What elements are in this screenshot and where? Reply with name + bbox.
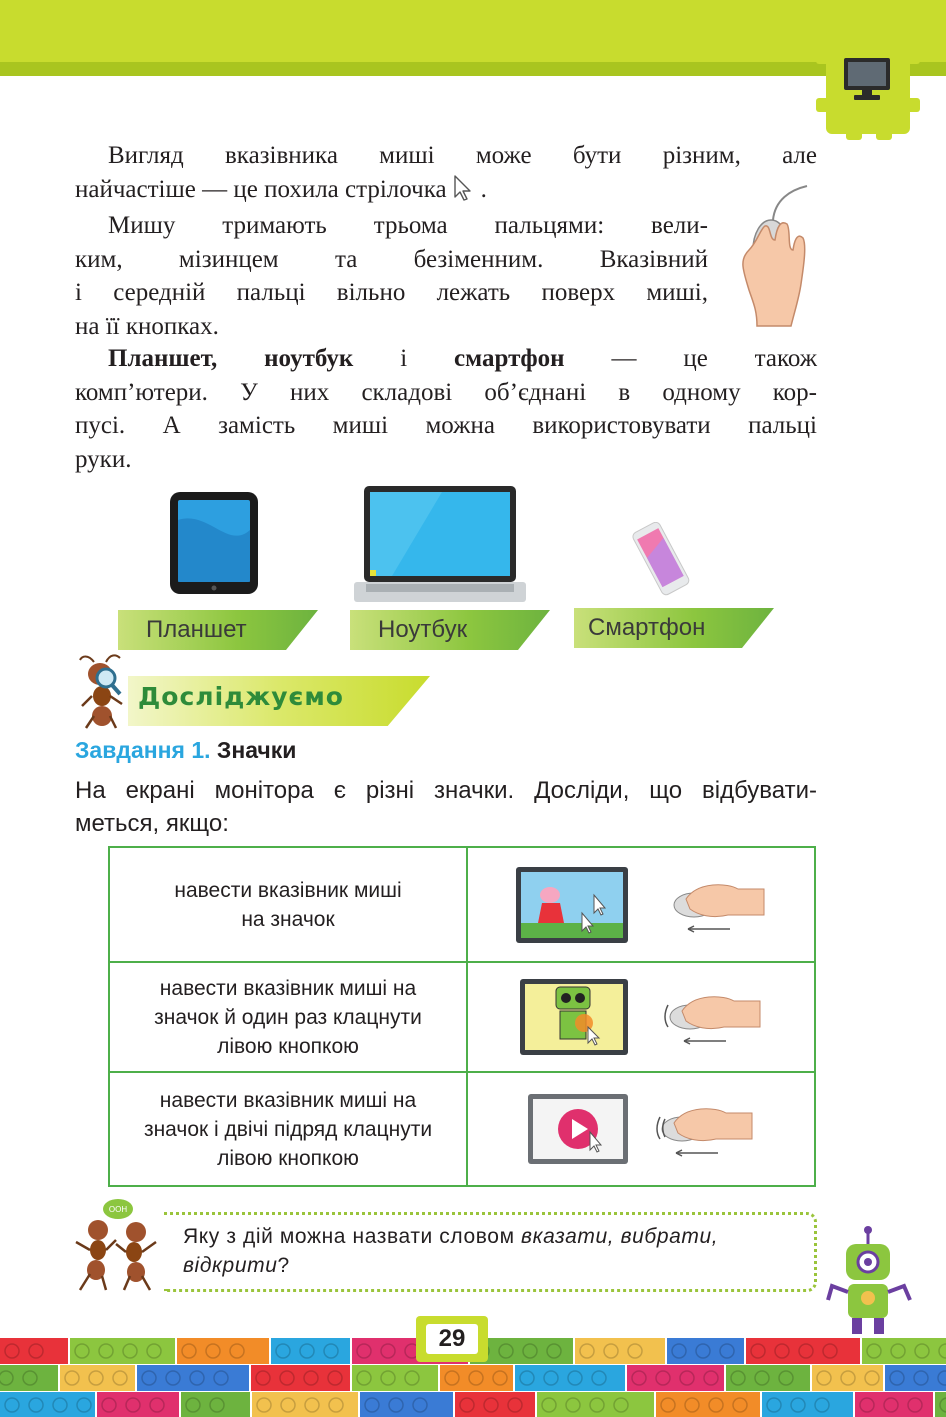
lego-stud xyxy=(99,1344,113,1358)
ant-magnifier-icon xyxy=(76,652,136,732)
table-cell-action: навести вказівник миші на значок й один раз клацнути лівою кнопкою xyxy=(109,962,467,1072)
lego-stud xyxy=(305,1398,319,1412)
lego-stud xyxy=(720,1344,734,1358)
hand-on-mouse-illustration xyxy=(735,180,825,330)
lego-stud xyxy=(102,1398,116,1412)
lego-stud xyxy=(860,1398,874,1412)
lego-stud xyxy=(357,1344,371,1358)
lego-stud xyxy=(544,1371,558,1385)
lego-stud xyxy=(867,1344,881,1358)
lego-stud xyxy=(547,1344,561,1358)
lego-stud xyxy=(300,1344,314,1358)
lego-stud xyxy=(469,1371,483,1385)
lego-stud xyxy=(413,1398,427,1412)
monitor-icon xyxy=(842,56,892,102)
lego-stud xyxy=(542,1398,556,1412)
hand-mouse-double-click-icon xyxy=(656,1099,756,1159)
lego-stud xyxy=(680,1371,694,1385)
icons-table xyxy=(108,846,816,1187)
lego-stud xyxy=(328,1371,342,1385)
lego-stud xyxy=(604,1344,618,1358)
lego-stud xyxy=(210,1398,224,1412)
lego-stud xyxy=(256,1371,270,1385)
laptop-label: Ноутбук xyxy=(350,610,550,650)
lego-stud xyxy=(324,1344,338,1358)
lego-stud xyxy=(460,1398,474,1412)
table-cell-action: навести вказівник миші на значок і двічі підряд клацнути лівою кнопкою xyxy=(109,1072,467,1186)
lego-stud xyxy=(499,1344,513,1358)
lego-stud xyxy=(672,1344,686,1358)
task-description: На екрані монітора є різні значки. Досліди, що відбувати- меться, якщо: xyxy=(75,777,817,837)
lego-stud xyxy=(755,1371,769,1385)
lego-stud xyxy=(523,1344,537,1358)
lego-stud xyxy=(884,1398,898,1412)
lego-stud xyxy=(891,1344,905,1358)
lego-stud xyxy=(280,1371,294,1385)
lego-stud xyxy=(281,1398,295,1412)
lego-stud xyxy=(77,1398,91,1412)
lego-stud xyxy=(65,1371,79,1385)
top-banner-shade xyxy=(0,62,946,76)
tip-question: Яку з дій можна назвати словом вказати, вибрати, відкрити? xyxy=(183,1225,719,1277)
lego-stud xyxy=(5,1398,19,1412)
smartphone-image xyxy=(628,522,692,596)
talking-ants-illustration xyxy=(70,1196,162,1294)
lego-stud xyxy=(365,1398,379,1412)
lego-stud xyxy=(865,1371,879,1385)
lego-stud xyxy=(915,1344,929,1358)
lego-stud xyxy=(29,1398,43,1412)
lego-stud xyxy=(53,1398,67,1412)
lego-stud xyxy=(799,1344,813,1358)
lego-stud xyxy=(592,1371,606,1385)
lego-stud xyxy=(357,1371,371,1385)
lego-stud xyxy=(823,1344,837,1358)
lego-stud xyxy=(841,1371,855,1385)
task-title: Завдання 1. Значки xyxy=(75,737,297,763)
explore-heading: Досліджуємо xyxy=(128,676,430,726)
peppa-picture-icon xyxy=(514,865,630,945)
lego-stud xyxy=(731,1371,745,1385)
lego-stud xyxy=(520,1371,534,1385)
robot-picture-icon xyxy=(518,977,630,1057)
lego-stud xyxy=(580,1344,594,1358)
lego-stud xyxy=(908,1398,922,1412)
page-number-badge xyxy=(416,1316,488,1362)
lego-stud xyxy=(257,1398,271,1412)
lego-stud xyxy=(23,1371,37,1385)
lego-stud xyxy=(733,1398,747,1412)
lego-stud xyxy=(29,1344,43,1358)
table-cell-illustration xyxy=(467,847,815,962)
lego-stud xyxy=(445,1371,459,1385)
lego-stud xyxy=(113,1371,127,1385)
lego-stud xyxy=(405,1371,419,1385)
lego-stud xyxy=(150,1398,164,1412)
lego-stud xyxy=(938,1371,946,1385)
lego-stud xyxy=(147,1344,161,1358)
speech-bubble-text: ООН xyxy=(108,1205,128,1214)
lego-stud xyxy=(656,1371,670,1385)
tablet-image xyxy=(168,490,260,596)
lego-stud xyxy=(568,1371,582,1385)
lego-stud xyxy=(590,1398,604,1412)
table-cell-action: навести вказівник миші на значок xyxy=(109,847,467,962)
lego-stud xyxy=(166,1371,180,1385)
lego-stud xyxy=(791,1398,805,1412)
lego-stud xyxy=(126,1398,140,1412)
lego-stud xyxy=(186,1398,200,1412)
lego-stud xyxy=(304,1371,318,1385)
lego-stud xyxy=(206,1344,220,1358)
smartphone-label: Смартфон xyxy=(574,608,774,648)
lego-stud xyxy=(123,1344,137,1358)
lego-stud xyxy=(661,1398,675,1412)
lego-stud xyxy=(709,1398,723,1412)
page-number: 29 xyxy=(426,1324,478,1354)
lego-stud xyxy=(767,1398,781,1412)
lego-stud xyxy=(751,1344,765,1358)
lego-stud xyxy=(329,1398,343,1412)
lego-stud xyxy=(5,1344,19,1358)
lego-stud xyxy=(493,1371,507,1385)
paragraph-devices: Планшет, ноутбук і смартфон — це також комп’ютери. У них складові об’єднані в одному кор- пусі. А замість миші можна використовувати пальці руки. xyxy=(75,345,818,473)
hand-mouse-click-icon xyxy=(664,987,764,1047)
cursor-arrow-icon xyxy=(451,173,481,203)
lego-stud xyxy=(182,1344,196,1358)
lego-stud xyxy=(628,1344,642,1358)
lego-stud xyxy=(685,1398,699,1412)
table-row xyxy=(109,1072,815,1186)
table-row xyxy=(109,847,815,962)
table-cell-illustration xyxy=(467,962,815,1072)
lego-stud xyxy=(566,1398,580,1412)
lego-stud xyxy=(89,1371,103,1385)
robot-mascot xyxy=(822,1226,914,1338)
lego-stud xyxy=(817,1371,831,1385)
lego-stud xyxy=(75,1344,89,1358)
lego-stud xyxy=(775,1344,789,1358)
paragraph-mouse-grip: Мишу тримають трьома пальцями: вели- ким, мізинцем та безіменним. Вказівний і середній пальці вільно лежать поверх миші, на її кнопках. xyxy=(75,212,708,340)
lego-stud xyxy=(0,1371,13,1385)
lego-stud xyxy=(614,1398,628,1412)
lego-stud xyxy=(381,1371,395,1385)
lego-stud xyxy=(939,1344,946,1358)
lego-stud xyxy=(779,1371,793,1385)
lego-stud xyxy=(704,1371,718,1385)
lego-stud xyxy=(230,1344,244,1358)
lego-stud xyxy=(914,1371,928,1385)
table-row xyxy=(109,962,815,1072)
table-cell-illustration xyxy=(467,1072,815,1186)
lego-stud xyxy=(632,1371,646,1385)
lego-stud xyxy=(142,1371,156,1385)
lego-stud xyxy=(190,1371,204,1385)
laptop-image xyxy=(352,484,528,606)
tablet-label: Планшет xyxy=(118,610,318,650)
lego-stud xyxy=(815,1398,829,1412)
lego-stud xyxy=(381,1344,395,1358)
play-video-icon xyxy=(526,1092,630,1166)
lego-stud xyxy=(214,1371,228,1385)
lego-stud xyxy=(696,1344,710,1358)
lego-stud xyxy=(389,1398,403,1412)
lego-stud xyxy=(890,1371,904,1385)
paragraph-pointer: Вигляд вказівника миші може бути різним, але найчастіше — це похила стрілочка . xyxy=(75,142,817,203)
lego-stud xyxy=(484,1398,498,1412)
lego-stud xyxy=(276,1344,290,1358)
hand-mouse-hover-icon xyxy=(668,875,768,935)
lego-stud xyxy=(508,1398,522,1412)
